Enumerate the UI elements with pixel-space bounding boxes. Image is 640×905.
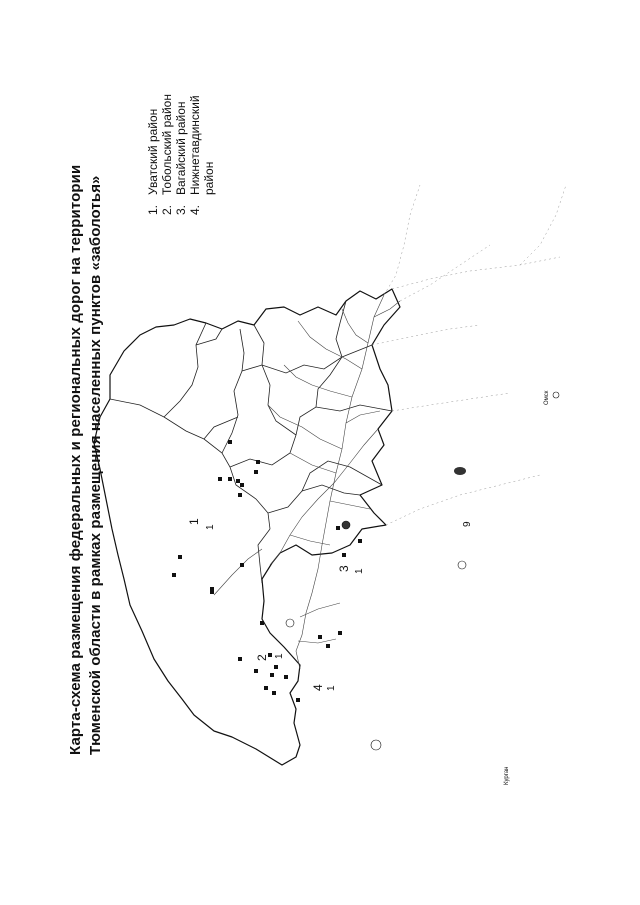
tyumen-city-icon bbox=[371, 740, 381, 750]
legend-label: Уватский район bbox=[146, 108, 160, 195]
settlement-marker bbox=[218, 477, 222, 481]
district-label-9: 9 bbox=[462, 521, 473, 527]
lake-icon bbox=[454, 467, 466, 475]
settlement-marker bbox=[342, 553, 346, 557]
settlement-marker bbox=[326, 644, 330, 648]
legend-label: район bbox=[202, 161, 216, 195]
settlement-marker bbox=[254, 470, 258, 474]
district-label-1-sub: 1 bbox=[205, 524, 216, 530]
legend-label: Тобольский район bbox=[160, 94, 174, 195]
settlement-marker bbox=[240, 483, 244, 487]
district-label-4: 4 bbox=[311, 684, 325, 691]
district-boundaries bbox=[110, 301, 392, 583]
neighbor-borders bbox=[372, 185, 566, 525]
settlement-marker bbox=[210, 590, 214, 594]
city-label-omsk: Омск bbox=[544, 390, 550, 405]
settlement-marker bbox=[260, 621, 264, 625]
settlement-marker bbox=[228, 477, 232, 481]
region-boundary bbox=[94, 289, 400, 765]
district-label-4-sub: 1 bbox=[326, 685, 337, 691]
legend-num: 2. bbox=[160, 204, 174, 215]
ishim-city-icon bbox=[458, 561, 466, 569]
settlement-marker bbox=[284, 675, 288, 679]
settlement-marker bbox=[256, 460, 260, 464]
legend-num: 1. bbox=[146, 204, 160, 215]
district-label-1: 1 bbox=[187, 518, 201, 525]
omsk-city-icon bbox=[553, 392, 559, 398]
city-markers bbox=[286, 392, 559, 750]
settlement-marker bbox=[228, 440, 232, 444]
district-labels bbox=[187, 518, 473, 691]
vagai-city-icon bbox=[342, 521, 350, 529]
settlement-marker bbox=[238, 493, 242, 497]
settlement-marker bbox=[240, 563, 244, 567]
settlement-marker bbox=[172, 573, 176, 577]
district-label-2-sub: 1 bbox=[274, 653, 285, 659]
settlement-marker bbox=[254, 669, 258, 673]
settlement-marker bbox=[238, 657, 242, 661]
settlement-marker bbox=[338, 631, 342, 635]
city-label-kurgan: Курган bbox=[504, 766, 510, 785]
settlement-marker bbox=[236, 479, 240, 483]
map-title-line-2: Тюменской области в рамках размещения населенных пунктов «заболотья» bbox=[87, 175, 104, 755]
settlement-marker bbox=[264, 686, 268, 690]
legend-num: 3. bbox=[174, 204, 188, 215]
settlement-marker bbox=[336, 526, 340, 530]
settlement-marker bbox=[178, 555, 182, 559]
settlement-marker bbox=[296, 698, 300, 702]
district-label-3-sub: 1 bbox=[354, 568, 365, 574]
settlement-marker bbox=[270, 673, 274, 677]
district-label-2: 2 bbox=[255, 654, 269, 661]
settlement-marker bbox=[318, 635, 322, 639]
map-title-line-1: Карта-схема размещения федеральных и региональных дорог на территории bbox=[67, 164, 84, 755]
legend-label: Вагайский район bbox=[174, 101, 188, 195]
settlement-marker bbox=[358, 539, 362, 543]
settlement-marker bbox=[272, 691, 276, 695]
road-network bbox=[214, 295, 400, 669]
legend-num: 4. bbox=[188, 204, 202, 215]
tobolsk-city-icon bbox=[286, 619, 294, 627]
settlement-marker bbox=[274, 665, 278, 669]
district-label-3: 3 bbox=[337, 565, 351, 572]
legend-label: Нижнетавдинский bbox=[188, 95, 202, 195]
